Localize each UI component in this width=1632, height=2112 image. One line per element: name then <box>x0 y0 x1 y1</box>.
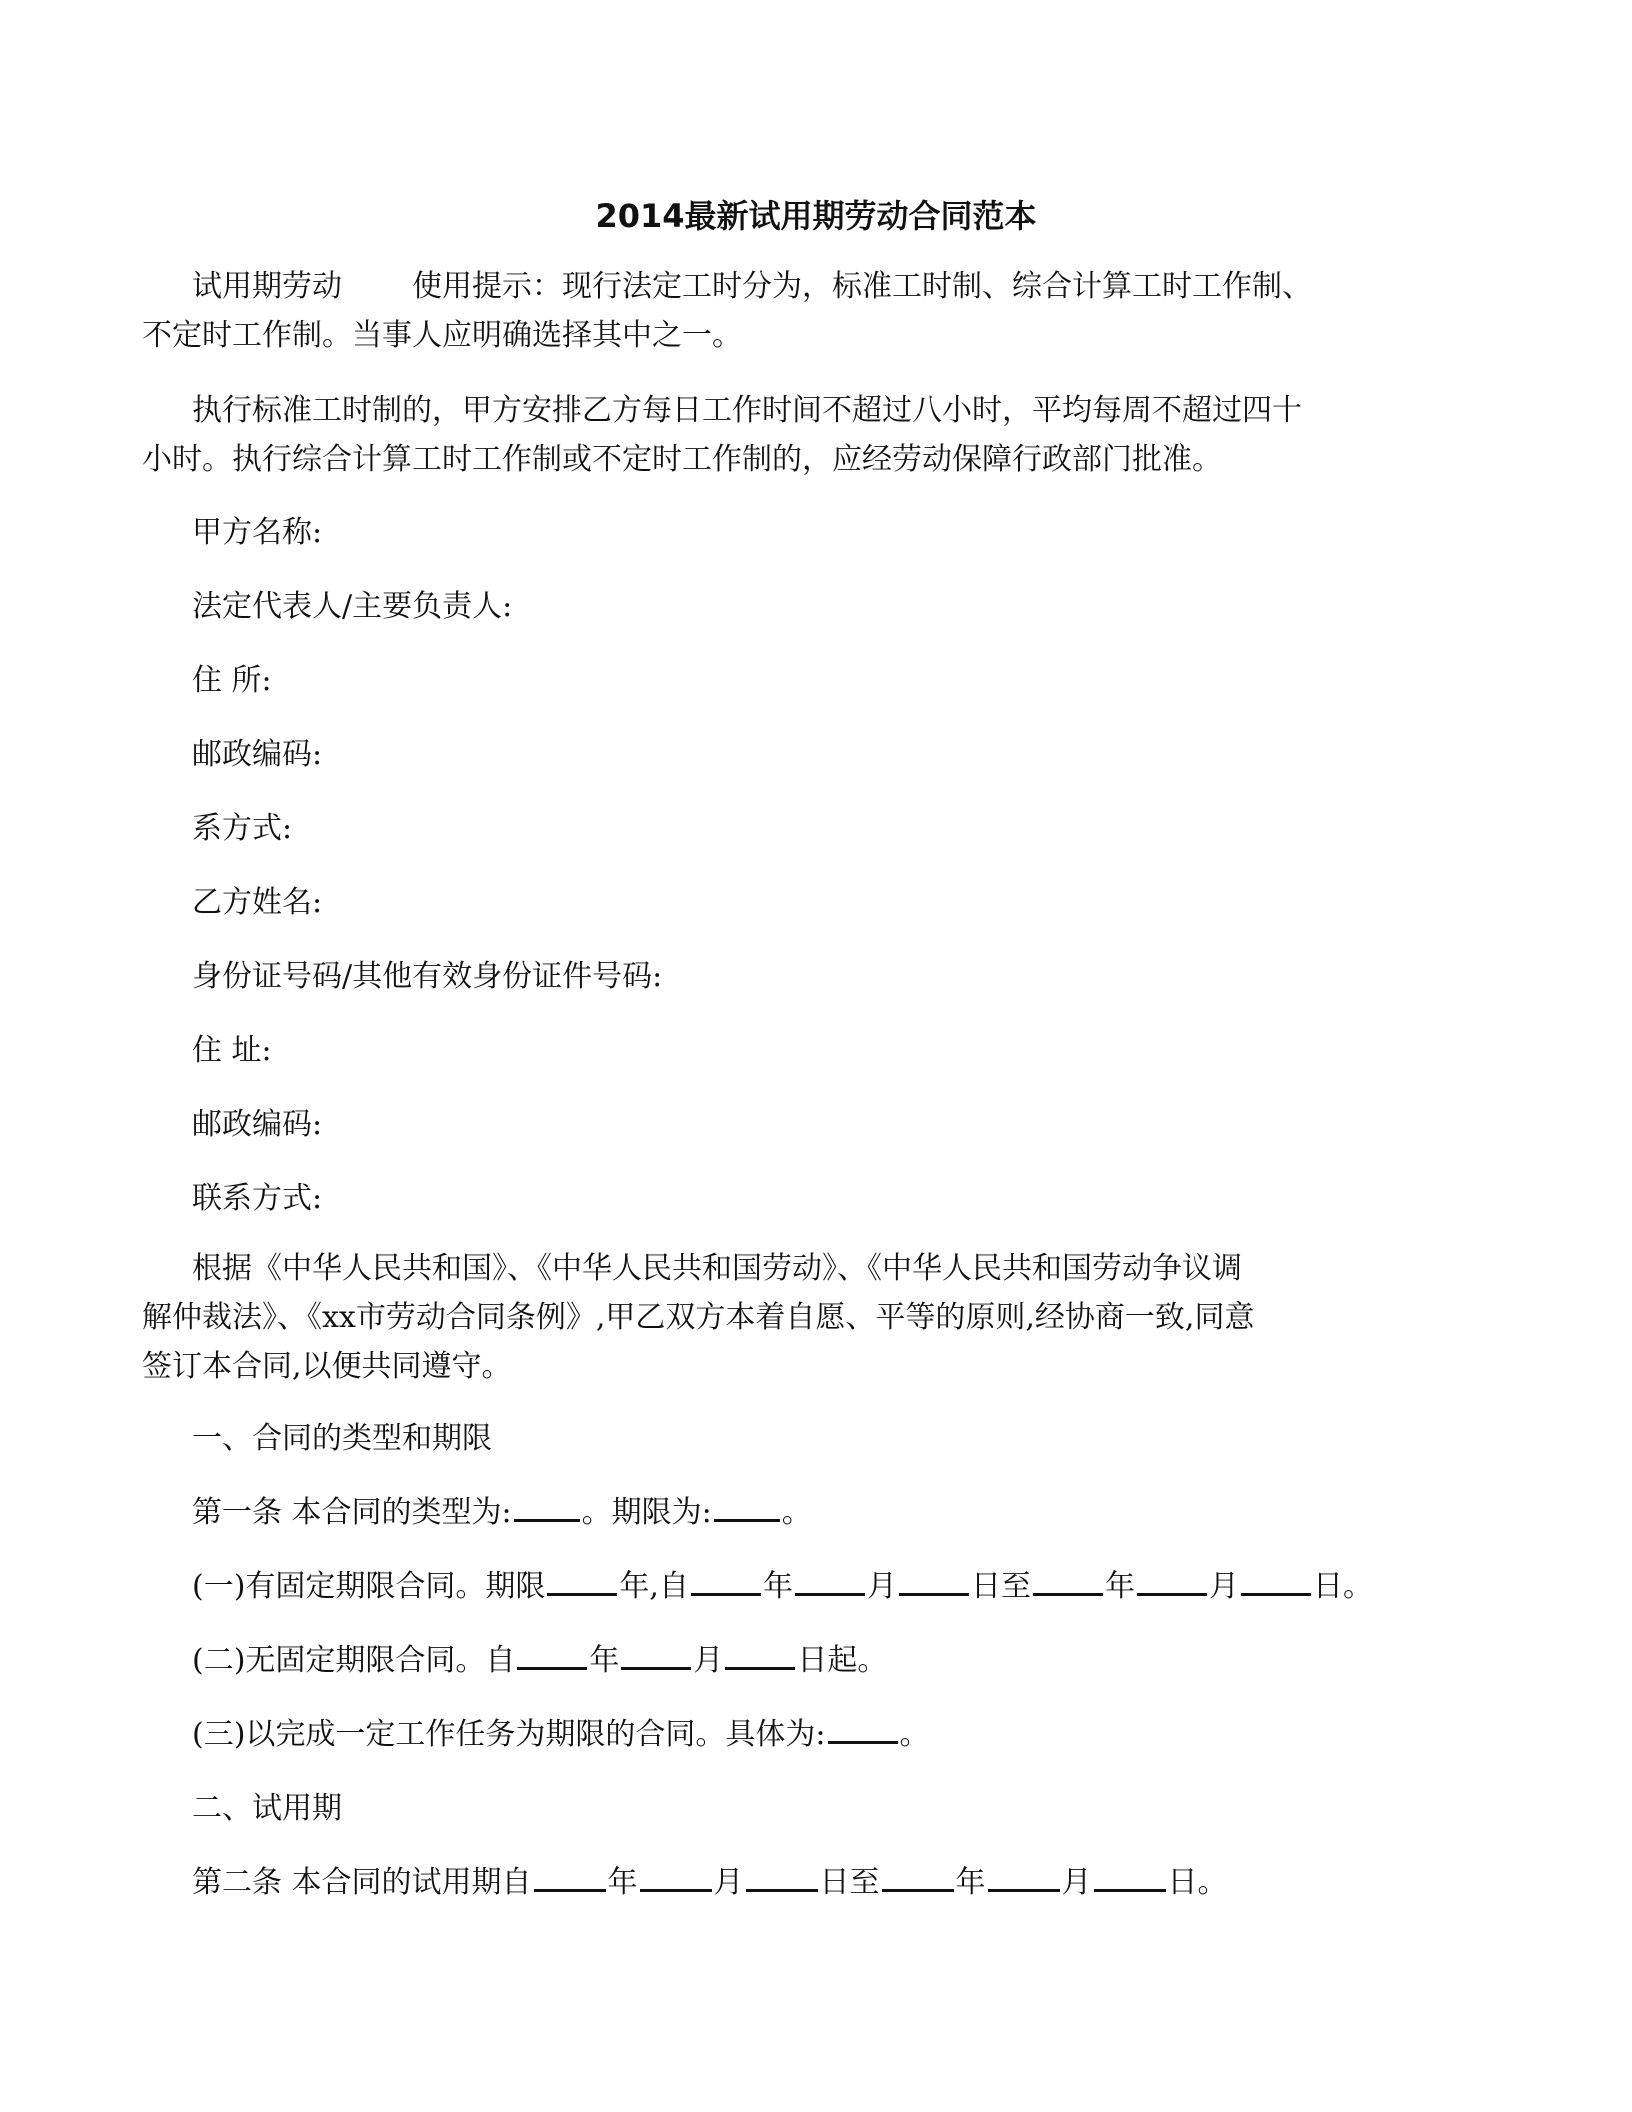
fixed-end-year-blank[interactable] <box>1033 1563 1103 1596</box>
article-2-label: 第二条 本合同的试用期自 <box>192 1865 532 1900</box>
basis-line-1: 根据《中华人民共和国》、《中华人民共和国劳动》、《中华人民共和国劳动争议调 <box>192 1251 1242 1286</box>
year-label: 年 <box>762 1569 793 1604</box>
article-2 <box>192 1858 1452 1907</box>
task-term-label: (三)以完成一定工作任务为期限的合同。具体为: <box>192 1717 826 1752</box>
intro-line-2: 不定时工作制。当事人应明确选择其中之一。 <box>142 318 742 353</box>
basis-line-3: 签订本合同,以便共同遵守。 <box>142 1349 512 1384</box>
year-label: 年 <box>589 1643 620 1678</box>
party-b-postcode: 邮政编码: <box>192 1107 323 1142</box>
fixed-years-blank[interactable] <box>547 1563 617 1596</box>
party-b-name: 乙方姓名: <box>192 885 323 920</box>
month-label: 月 <box>1061 1865 1092 1900</box>
party-b-id: 身份证号码/其他有效身份证件号码: <box>192 959 663 994</box>
probation-end-day-blank[interactable] <box>1094 1859 1166 1892</box>
section-1-heading: 一、合同的类型和期限 <box>192 1421 492 1456</box>
open-term-label: (二)无固定期限合同。自 <box>192 1643 516 1678</box>
type-blank[interactable] <box>514 1489 580 1522</box>
intro-paragraph <box>142 262 1402 360</box>
open-month-blank[interactable] <box>621 1637 691 1670</box>
document-title: 2014最新试用期劳动合同范本 <box>595 197 1037 235</box>
term-blank[interactable] <box>714 1489 780 1522</box>
open-year-blank[interactable] <box>517 1637 587 1670</box>
fixed-start-month-blank[interactable] <box>795 1563 865 1596</box>
year-label: 年 <box>955 1865 986 1900</box>
fixed-start-year-blank[interactable] <box>691 1563 761 1596</box>
article-1-end: 。 <box>781 1495 812 1530</box>
open-day-blank[interactable] <box>725 1637 795 1670</box>
party-a-representative: 法定代表人/主要负责人: <box>192 589 513 624</box>
open-end-label: 日起。 <box>797 1643 888 1678</box>
basis-line-2: 解仲裁法》、《xx市劳动合同条例》,甲乙双方本着自愿、平等的原则,经协商一致,同意 <box>142 1300 1255 1335</box>
fixed-end-day-blank[interactable] <box>1241 1563 1311 1596</box>
year-label: 年 <box>607 1865 638 1900</box>
open-term-clause <box>192 1636 1452 1685</box>
intro-line-1: 使用提示：现行法定工时分为，标准工时制、综合计算工时工作制、 <box>412 269 1312 304</box>
probation-end-year-blank[interactable] <box>882 1859 954 1892</box>
section-2-heading: 二、试用期 <box>192 1791 342 1826</box>
fixed-start-day-blank[interactable] <box>899 1563 969 1596</box>
hours-paragraph <box>142 386 1402 484</box>
fixed-from-label: 年,自 <box>619 1569 689 1604</box>
day-end-label: 日。 <box>1167 1865 1228 1900</box>
day-to-label: 日至 <box>970 1569 1031 1604</box>
basis-paragraph <box>142 1244 1402 1391</box>
fixed-term-label: (一)有固定期限合同。期限 <box>192 1569 546 1604</box>
intro-lead: 试用期劳动 <box>192 269 342 304</box>
month-label: 月 <box>866 1569 897 1604</box>
article-1-term-label: 。期限为: <box>581 1495 712 1530</box>
probation-start-year-blank[interactable] <box>534 1859 606 1892</box>
party-a-address: 住 所: <box>192 663 272 698</box>
fixed-end-month-blank[interactable] <box>1137 1563 1207 1596</box>
task-end-label: 。 <box>899 1717 930 1752</box>
probation-start-day-blank[interactable] <box>746 1859 818 1892</box>
hours-line-1: 执行标准工时制的，甲方安排乙方每日工作时间不超过八小时，平均每周不超过四十 <box>192 393 1302 428</box>
task-term-clause <box>192 1710 1452 1759</box>
month-label: 月 <box>1208 1569 1239 1604</box>
probation-start-month-blank[interactable] <box>640 1859 712 1892</box>
party-b-contact: 联系方式: <box>192 1181 323 1216</box>
party-a-name: 甲方名称: <box>192 515 323 550</box>
month-label: 月 <box>713 1865 744 1900</box>
day-to-label: 日至 <box>819 1865 880 1900</box>
probation-end-month-blank[interactable] <box>988 1859 1060 1892</box>
party-a-contact: 系方式: <box>192 811 293 846</box>
fixed-term-clause <box>192 1562 1452 1611</box>
party-a-postcode: 邮政编码: <box>192 737 323 772</box>
year-label: 年 <box>1104 1569 1135 1604</box>
party-b-address: 住 址: <box>192 1033 272 1068</box>
task-blank[interactable] <box>828 1711 898 1744</box>
article-1-type-label: 第一条 本合同的类型为: <box>192 1495 512 1530</box>
month-label: 月 <box>693 1643 724 1678</box>
hours-line-2: 小时。执行综合计算工时工作制或不定时工作制的，应经劳动保障行政部门批准。 <box>142 442 1222 477</box>
article-1 <box>192 1488 1452 1537</box>
day-end-label: 日。 <box>1312 1569 1373 1604</box>
